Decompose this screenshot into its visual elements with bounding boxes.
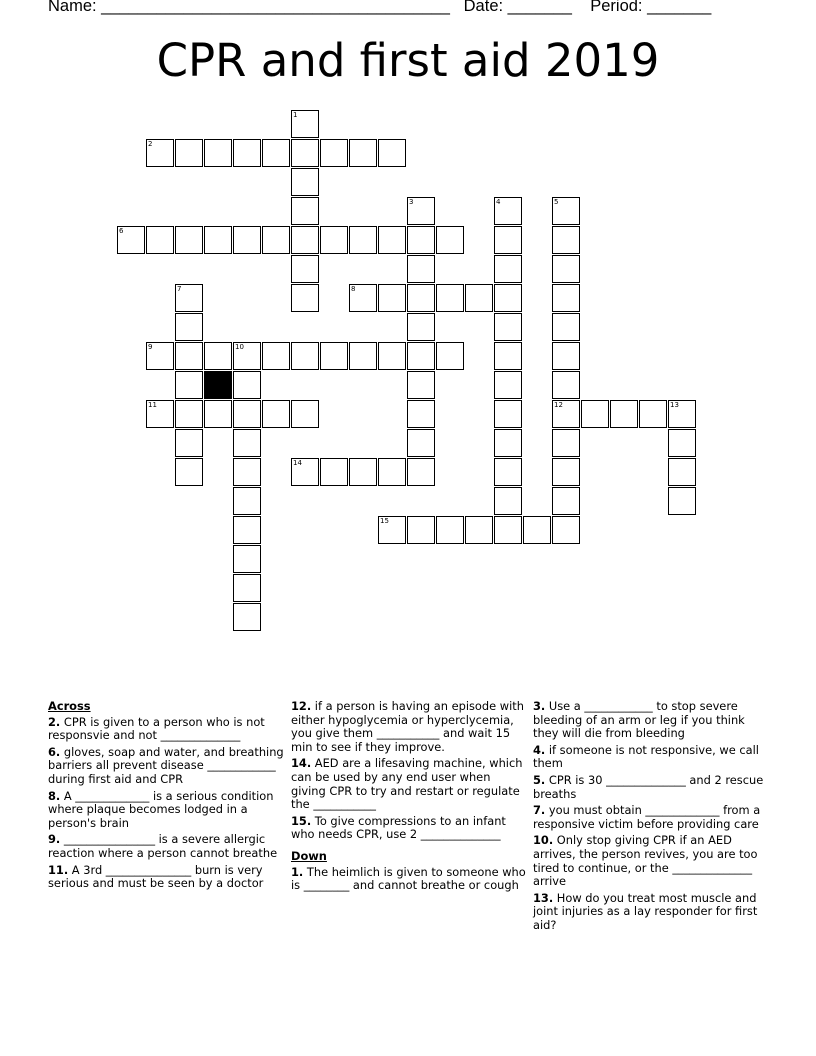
page-title: CPR and first aid 2019 [156, 34, 660, 87]
grid-cell[interactable] [610, 400, 638, 428]
clue-number: 12 [554, 401, 563, 409]
grid-cell[interactable] [407, 342, 435, 370]
clue-down-10: 10. Only stop giving CPR if an AED arrives, the person revives, you are too tired to continue, or the ______________ arrive [533, 833, 758, 889]
grid-cell[interactable] [233, 429, 261, 457]
grid-cell[interactable] [494, 284, 522, 312]
grid-cell[interactable] [668, 487, 696, 515]
grid-cell[interactable] [639, 400, 667, 428]
grid-cell[interactable] [494, 255, 522, 283]
clue-across-15: 15. To give compressions to an infant who needs CPR, use 2 ______________ [291, 813, 506, 842]
grid-cell[interactable] [320, 342, 348, 370]
clue-number: 11 [148, 401, 157, 409]
grid-cell[interactable] [175, 458, 203, 486]
grid-cell[interactable] [407, 226, 435, 254]
clue-number: 15 [380, 517, 389, 525]
grid-cell[interactable] [146, 139, 174, 167]
grid-cell[interactable] [233, 516, 261, 544]
grid-cell[interactable] [552, 458, 580, 486]
grid-cell[interactable] [378, 226, 406, 254]
across-heading: Across [48, 699, 91, 713]
grid-cell[interactable] [175, 313, 203, 341]
grid-cell[interactable] [291, 400, 319, 428]
grid-cell[interactable] [494, 342, 522, 370]
grid-cell[interactable] [175, 342, 203, 370]
clue-across-14: 14. AED are a lifesaving machine, which can be used by any end user when giving CPR to try and restart or regulate the ___________ [291, 756, 523, 812]
grid-cell[interactable] [349, 226, 377, 254]
clue-number: 13 [670, 401, 679, 409]
grid-cell[interactable] [262, 139, 290, 167]
grid-cell[interactable] [407, 255, 435, 283]
clues-column-2 [291, 700, 527, 896]
grid-cell[interactable] [233, 342, 261, 370]
grid-cell[interactable] [494, 226, 522, 254]
grid-cell[interactable] [291, 168, 319, 196]
grid-cell[interactable] [552, 487, 580, 515]
grid-cell[interactable] [436, 516, 464, 544]
grid-cell[interactable] [320, 139, 348, 167]
grid-cell[interactable] [378, 516, 406, 544]
grid-cell[interactable] [552, 284, 580, 312]
grid-cell[interactable] [233, 371, 261, 399]
grid-cell[interactable] [175, 139, 203, 167]
grid-cell[interactable] [436, 342, 464, 370]
clue-number: 5 [554, 198, 559, 206]
grid-cell[interactable] [146, 226, 174, 254]
grid-cell[interactable] [407, 458, 435, 486]
grid-cell[interactable] [668, 400, 696, 428]
grid-cell[interactable] [146, 342, 174, 370]
grid-cell[interactable] [407, 429, 435, 457]
grid-cell[interactable] [668, 429, 696, 457]
grid-cell[interactable] [407, 516, 435, 544]
grid-cell[interactable] [262, 400, 290, 428]
grid-cell[interactable] [494, 313, 522, 341]
grid-cell[interactable] [233, 400, 261, 428]
clue-number: 6 [119, 227, 124, 235]
grid-cell[interactable] [494, 458, 522, 486]
grid-cell[interactable] [349, 139, 377, 167]
clue-number: 1 [293, 111, 298, 119]
clue-down-1: 1. The heimlich is given to someone who is ________ and cannot breathe or cough [291, 864, 526, 893]
grid-cell[interactable] [494, 371, 522, 399]
grid-cell[interactable] [262, 342, 290, 370]
grid-cell[interactable] [204, 400, 232, 428]
grid-cell[interactable] [407, 400, 435, 428]
grid-cell[interactable] [233, 139, 261, 167]
clue-number: 3 [409, 198, 414, 206]
grid-cell[interactable] [233, 487, 261, 515]
grid-cell[interactable] [175, 400, 203, 428]
grid-cell[interactable] [175, 429, 203, 457]
grid-cell[interactable] [581, 400, 609, 428]
clue-across-6: 6. gloves, soap and water, and breathing barriers all prevent disease ____________ during first aid and CPR [48, 744, 284, 786]
grid-cell[interactable] [291, 458, 319, 486]
clue-number: 2 [148, 140, 153, 148]
clue-number: 4 [496, 198, 501, 206]
clue-across-11: 11. A 3rd _______________ burn is very serious and must be seen by a doctor [48, 862, 264, 891]
grid-cell[interactable] [291, 110, 319, 138]
clue-across-8: 8. A _____________ is a serious condition where plaque becomes lodged in a person's brain [48, 788, 274, 830]
grid-cell[interactable] [465, 516, 493, 544]
grid-cell[interactable] [407, 371, 435, 399]
grid-cell[interactable] [349, 284, 377, 312]
clue-across-9: 9. ________________ is a severe allergic reaction where a person cannot breathe [48, 832, 278, 860]
grid-cell[interactable] [494, 516, 522, 544]
clue-number: 8 [351, 285, 356, 293]
grid-cell[interactable] [378, 342, 406, 370]
down-heading: Down [291, 848, 327, 863]
grid-cell[interactable] [175, 284, 203, 312]
grid-cell[interactable] [668, 458, 696, 486]
grid-cell[interactable] [233, 603, 261, 631]
grid-cell[interactable] [552, 342, 580, 370]
clue-across-12: 12. if a person is having an episode with either hypoglycemia or hyperclycemia, you give them ___________ and wait 15 min to see if they improve. [291, 699, 524, 754]
grid-cell[interactable] [320, 226, 348, 254]
black-cell [204, 371, 232, 399]
clues-column-1 [48, 700, 284, 894]
grid-cell[interactable] [552, 197, 580, 225]
grid-cell[interactable] [233, 545, 261, 573]
grid-cell[interactable] [146, 400, 174, 428]
grid-cell[interactable] [407, 197, 435, 225]
grid-cell[interactable] [378, 458, 406, 486]
grid-cell[interactable] [494, 197, 522, 225]
grid-cell[interactable] [233, 458, 261, 486]
grid-cell[interactable] [291, 226, 319, 254]
grid-cell[interactable] [204, 342, 232, 370]
grid-cell[interactable] [436, 284, 464, 312]
grid-cell[interactable] [204, 226, 232, 254]
grid-cell[interactable] [175, 226, 203, 254]
grid-cell[interactable] [523, 516, 551, 544]
grid-cell[interactable] [552, 400, 580, 428]
grid-cell[interactable] [552, 226, 580, 254]
grid-cell[interactable] [262, 226, 290, 254]
grid-cell[interactable] [378, 284, 406, 312]
grid-cell[interactable] [378, 139, 406, 167]
grid-cell[interactable] [291, 197, 319, 225]
grid-cell[interactable] [552, 516, 580, 544]
clue-down-13: 13. How do you treat most muscle and joint injuries as a lay responder for first aid? [533, 890, 758, 932]
grid-cell[interactable] [494, 400, 522, 428]
clue-down-7: 7. you must obtain _____________ from a responsive victim before providing care [533, 803, 761, 831]
clue-number: 7 [177, 285, 182, 293]
grid-cell[interactable] [291, 255, 319, 283]
grid-cell[interactable] [407, 284, 435, 312]
grid-cell[interactable] [494, 487, 522, 515]
name-date-period-line: Name: ______________________________________ Date: _______ Period: _______ [48, 0, 712, 15]
grid-cell[interactable] [552, 371, 580, 399]
clue-down-5: 5. CPR is 30 ______________ and 2 rescue breaths [533, 772, 764, 801]
grid-cell[interactable] [349, 458, 377, 486]
grid-cell[interactable] [349, 342, 377, 370]
clue-number: 14 [293, 459, 302, 467]
grid-cell[interactable] [291, 139, 319, 167]
grid-cell[interactable] [175, 371, 203, 399]
clue-down-4: 4. if someone is not responsive, we call them [533, 742, 759, 771]
clue-across-2: 2. CPR is given to a person who is not responsvie and not ______________ [48, 714, 265, 743]
grid-cell[interactable] [494, 429, 522, 457]
grid-cell[interactable] [436, 226, 464, 254]
clue-number: 10 [235, 343, 244, 351]
grid-cell[interactable] [233, 226, 261, 254]
grid-cell[interactable] [117, 226, 145, 254]
clue-down-3: 3. Use a ____________ to stop severe bleeding of an arm or leg if you think they will die from bleeding [533, 699, 745, 741]
grid-cell[interactable] [465, 284, 493, 312]
clues-column-3 [533, 700, 769, 936]
grid-cell[interactable] [291, 284, 319, 312]
grid-cell[interactable] [320, 458, 348, 486]
grid-cell[interactable] [552, 429, 580, 457]
grid-cell[interactable] [552, 313, 580, 341]
grid-cell[interactable] [204, 139, 232, 167]
grid-cell[interactable] [552, 255, 580, 283]
grid-cell[interactable] [291, 342, 319, 370]
clue-number: 9 [148, 343, 153, 351]
grid-cell[interactable] [233, 574, 261, 602]
grid-cell[interactable] [407, 313, 435, 341]
